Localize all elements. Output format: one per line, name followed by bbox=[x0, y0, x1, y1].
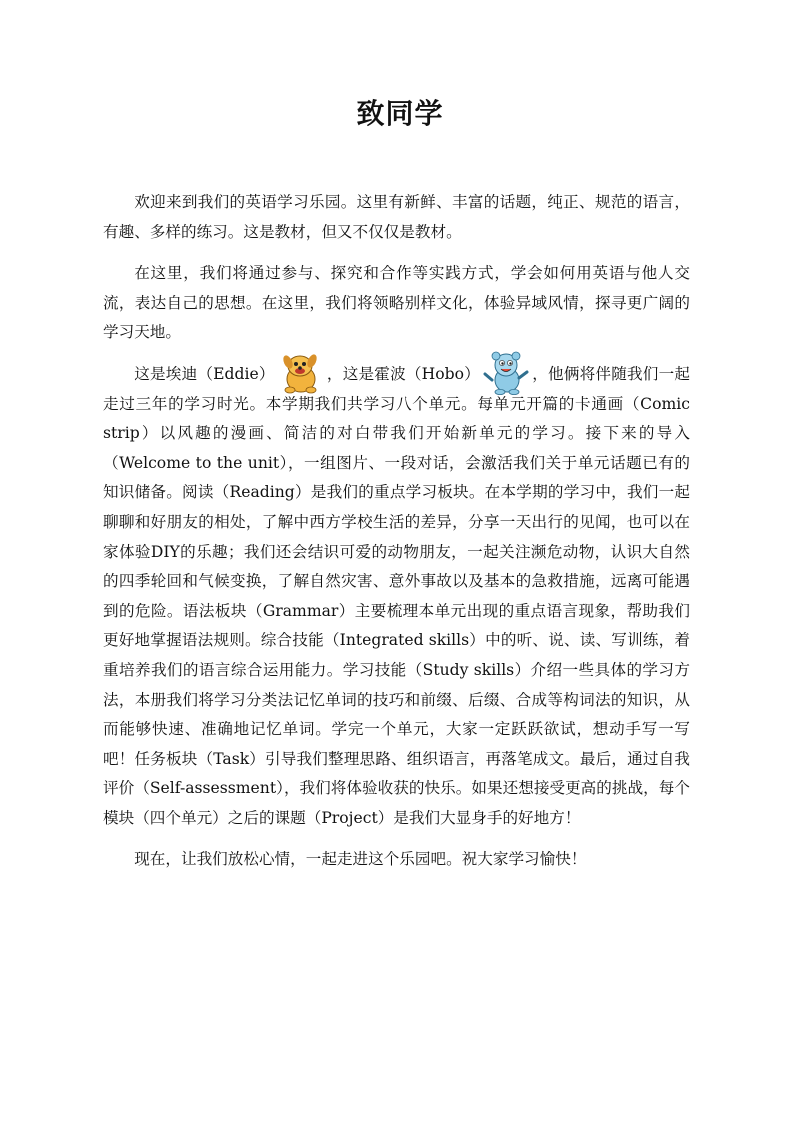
paragraph-units-part-3: ，他俩将伴随我们一起走过三年的学习时光。本学期我们共学习八个单元。每单元开篇的卡通画（Comic strip）以风趣的漫画、简洁的对白带我们开始新单元的学习。接下来的导入（Welcome to the unit），一组图片、一段对话，会激活我们关于单元话题已有的知识储备。阅读（Reading）是我们的重点学习板块。在本学期的学习中，我们一起聊聊和好朋友的相处，了解中西方学校生活的差异，分享一天出行的见闻，也可以在家体验DIY的乐趣；我们还会结识可爱的动物朋友，一起关注濒危动物，认识大自然的四季轮回和气候变换，了解自然灾害、意外事故以及基本的急救措施，远离可能遇到的危险。语法板块（Grammar）主要梳理本单元出现的重点语言现象，帮助我们更好地掌握语法规则。综合技能（Integrated skills）中的听、说、读、写训练，着重培养我们的语言综合运用能力。学习技能（Study skills）介绍一些具体的学习方法，本册我们将学习分类法记忆单词的技巧和前缀、后缀、合成等构词法的知识，从而能够快速、准确地记忆单词。学完一个单元，大家一定跃跃欲试，想动手写一写吧！任务板块（Task）引导我们整理思路、组织语言，再落笔成文。最后，通过自我评价（Self-assessment），我们将体验收获的快乐。如果还想接受更高的挑战，每个模块（四个单元）之后的课题（Project）是我们大显身手的好地方！ bbox=[103, 364, 690, 827]
page-title: 致同学 bbox=[356, 97, 444, 130]
hobo-bear-icon bbox=[482, 350, 530, 396]
eddie-dog-icon bbox=[277, 350, 325, 396]
document-body bbox=[103, 188, 690, 887]
paragraph-units-part-2: ，这是霍波（Hobo） bbox=[326, 364, 481, 383]
paragraph-intro: 欢迎来到我们的英语学习乐园。这里有新鲜、丰富的话题，纯正、规范的语言，有趣、多样的练习。这是教材，但又不仅仅是教材。 bbox=[103, 193, 690, 241]
paragraph-units bbox=[103, 360, 690, 834]
paragraph-closing: 现在，让我们放松心情，一起走进这个乐园吧。祝大家学习愉快！ bbox=[134, 850, 587, 869]
paragraph-practice: 在这里，我们将通过参与、探究和合作等实践方式，学会如何用英语与他人交流，表达自己的思想。在这里，我们将领略别样文化，体验异域风情，探寻更广阔的学习天地。 bbox=[103, 264, 690, 342]
paragraph-units-part-1: 这是埃迪（Eddie） bbox=[134, 364, 275, 383]
